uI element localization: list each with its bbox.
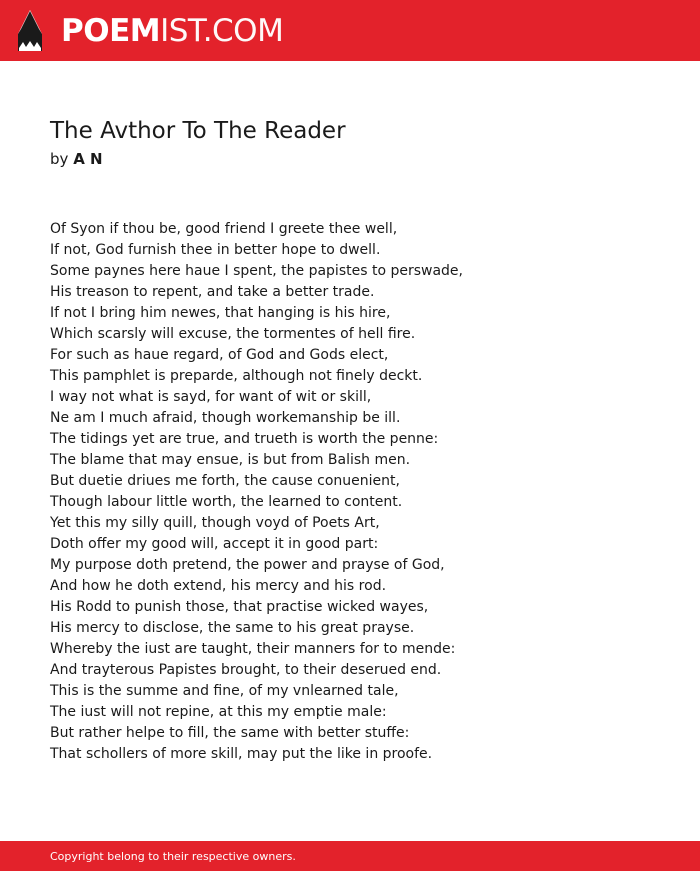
poem-line: But duetie driues me forth, the cause conuenient, [50, 473, 400, 489]
poem-line: If not, God furnish thee in better hope to dwell. [50, 242, 381, 258]
poem-line: But rather helpe to fill, the same with better stuffe: [50, 725, 410, 741]
site-header [0, 0, 700, 61]
poem-line: That schollers of more skill, may put the like in proofe. [50, 746, 433, 762]
site-footer [0, 841, 700, 871]
author-name: A N [73, 150, 103, 168]
poem-line: If not I bring him newes, that hanging is his hire, [50, 305, 391, 321]
poem-body [50, 219, 670, 765]
poem-title: The Avthor To The Reader [50, 118, 346, 144]
by-label: by [50, 150, 69, 168]
poem-line: Doth offer my good will, accept it in good part: [50, 536, 379, 552]
poem-line: This is the summe and fine, of my vnlearned tale, [50, 683, 399, 699]
copyright-notice: Copyright belong to their respective owners. [50, 850, 296, 863]
poem-line: Whereby the iust are taught, their manners for to mende: [50, 641, 456, 657]
logo-text-bold: POEM [61, 13, 161, 49]
poem-line: This pamphlet is preparde, although not finely deckt. [50, 368, 423, 384]
poem-line: His Rodd to punish those, that practise wicked wayes, [50, 599, 429, 615]
poem-line: Of Syon if thou be, good friend I greete thee well, [50, 221, 398, 237]
poem-line: Though labour little worth, the learned to content. [50, 494, 403, 510]
poem-line: Ne am I much afraid, though workemanship be ill. [50, 410, 401, 426]
pencil-icon [18, 10, 42, 51]
poem-line: And how he doth extend, his mercy and his rod. [50, 578, 387, 594]
poem-line: For such as haue regard, of God and Gods elect, [50, 347, 389, 363]
poem-line: And trayterous Papistes brought, to their deserued end. [50, 662, 442, 678]
poem-line: Yet this my silly quill, though voyd of Poets Art, [50, 515, 380, 531]
poem-line: Which scarsly will excuse, the tormentes of hell fire. [50, 326, 416, 342]
poem-line: The tidings yet are true, and trueth is worth the penne: [50, 431, 439, 447]
poem-line: My purpose doth pretend, the power and prayse of God, [50, 557, 445, 573]
byline [50, 149, 103, 169]
logo-text-light: IST.COM [160, 13, 284, 49]
poem-line: The iust will not repine, at this my emptie male: [50, 704, 387, 720]
poem-line: The blame that may ensue, is but from Balish men. [50, 452, 411, 468]
poem-line: His treason to repent, and take a better trade. [50, 284, 375, 300]
site-logo[interactable] [61, 12, 283, 50]
poem-line: His mercy to disclose, the same to his great prayse. [50, 620, 415, 636]
poem-line: Some paynes here haue I spent, the papistes to perswade, [50, 263, 463, 279]
poem-line: I way not what is sayd, for want of wit or skill, [50, 389, 372, 405]
